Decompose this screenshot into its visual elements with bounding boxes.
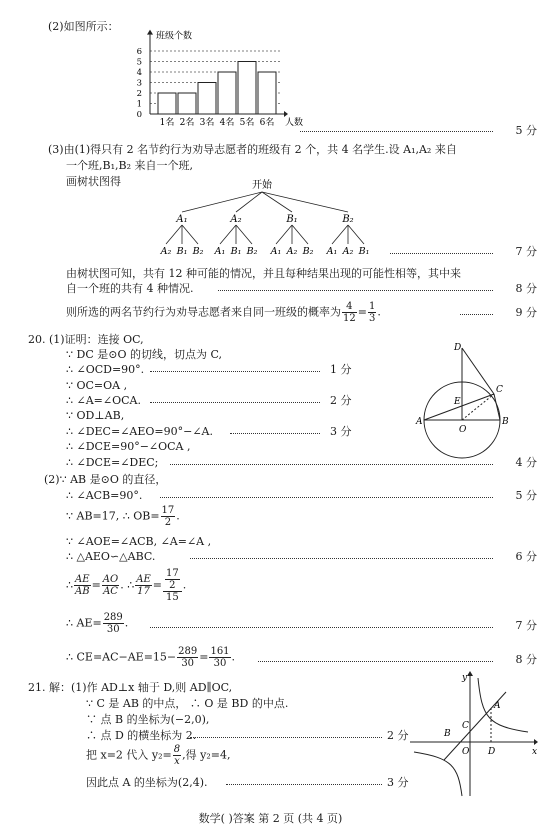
q20-p2-l2	[66, 505, 180, 528]
period: .	[231, 650, 236, 664]
y-tick-label: 4	[136, 68, 142, 78]
frac-num: 8	[173, 744, 181, 755]
fraction	[173, 744, 181, 767]
dot-leader	[460, 314, 493, 315]
frac-den: 2	[169, 580, 176, 591]
period: .	[176, 509, 180, 523]
y-tick-label: 1	[136, 99, 142, 110]
frac-den: 3	[368, 313, 376, 324]
text: ∵ AB=17, ∴ OB=	[66, 509, 160, 523]
tree-edge	[182, 225, 198, 244]
bar	[238, 62, 256, 115]
bar	[158, 93, 176, 114]
q21-s5: 3 分	[387, 776, 409, 789]
label-o: O	[462, 747, 470, 757]
equals: =	[199, 650, 209, 664]
q20-s2: 1 分	[330, 363, 352, 376]
hyperbola-figure	[408, 670, 538, 800]
fraction	[161, 505, 176, 528]
fraction	[177, 646, 198, 669]
frac-den: 30	[106, 624, 120, 635]
tree-node: A₂	[230, 214, 242, 225]
q21-l5: 因此点 A 的坐标为(2,4).	[86, 776, 208, 789]
tree-edge	[166, 225, 182, 244]
equals: =	[357, 305, 367, 319]
dot-leader	[230, 433, 320, 434]
tree-edge	[262, 192, 348, 212]
dot-leader	[190, 737, 382, 738]
label-o: O	[459, 425, 467, 435]
q20-l6: ∴ ∠DEC=∠AEO=90°−∠A.	[66, 425, 213, 438]
tree-leaf: A₁	[326, 246, 338, 257]
q20-s8: 4 分	[515, 456, 537, 469]
fraction	[103, 612, 124, 635]
label-d: D	[488, 747, 496, 757]
q20-p2-l6	[66, 612, 128, 635]
segment-oc	[462, 394, 494, 420]
tree-leaf: A₁	[270, 246, 282, 257]
q21-l1: ∵ C 是 AB 的中点， ∴ O 是 BD 的中点.	[86, 697, 289, 710]
label-b: B	[444, 729, 451, 739]
label-c: C	[496, 385, 503, 395]
q20-s4: 2 分	[330, 394, 352, 407]
y-axis-label: 班级个数	[156, 31, 193, 42]
x-tick-label: 4名	[219, 118, 235, 128]
fraction	[209, 646, 230, 669]
frac-num: 17	[165, 568, 179, 579]
bar	[258, 72, 276, 114]
q20-head: 20. (1)证明：连接 OC,	[28, 333, 144, 346]
bar	[178, 93, 196, 114]
frac-num: AE	[136, 574, 151, 585]
y-tick-label: 5	[136, 57, 142, 68]
q20-p2-l4: ∴ △AEO∽△ABC.	[66, 550, 156, 563]
y-tick-label: 0	[136, 110, 142, 120]
q20-l8: ∴ ∠DCE=∠DEC;	[66, 456, 159, 469]
text: 把 x=2 代入 y₂=	[86, 748, 172, 762]
tree-leaf: A₂	[286, 246, 298, 257]
text: ∴	[66, 578, 73, 592]
q20-p2-l1: ∴ ∠ACB=90°.	[66, 489, 143, 502]
dot-leader	[150, 371, 320, 372]
text: ∴ AE=	[66, 616, 102, 630]
x-axis-arrow	[284, 111, 288, 117]
tree-edge	[182, 192, 262, 212]
bar	[218, 72, 236, 114]
p3-line6-text: 则所选的两名节约行为劝导志愿者来自同一班级的概率为	[66, 305, 341, 319]
frac-num: 1	[368, 301, 376, 312]
x-tick-label: 1名	[159, 118, 175, 128]
frac-den: x	[174, 756, 180, 767]
dot-leader	[160, 497, 493, 498]
label-y: y	[462, 673, 468, 683]
dot-leader	[226, 784, 382, 785]
tree-node: A₁	[176, 214, 188, 225]
tree-leaf: B₂	[246, 246, 258, 257]
segment-cb	[494, 394, 500, 420]
tree-leaf: B₂	[192, 246, 204, 257]
y-axis-arrow	[147, 30, 153, 35]
tree-node: B₂	[342, 214, 354, 225]
y-tick-label: 3	[136, 78, 142, 89]
dot-leader	[258, 661, 493, 662]
segment-dc	[462, 348, 494, 394]
p3-line6	[66, 301, 381, 324]
p2-intro: (2)如图所示：	[48, 20, 119, 33]
period: .	[124, 616, 129, 630]
page-footer: 数学( )答案 第 2 页 (共 4 页)	[198, 812, 343, 825]
text: . ∴	[120, 578, 135, 592]
q20-l7: ∴ ∠DCE=90°−∠OCA ,	[66, 440, 191, 453]
tree-root: 开始	[252, 180, 272, 191]
equals: =	[152, 578, 162, 592]
q21-l2: ∵ 点 B 的坐标为(−2,0),	[86, 713, 210, 726]
tree-edge	[276, 225, 292, 244]
hyperbola-branch-1	[478, 678, 528, 732]
q20-l3: ∵ OC=OA ,	[66, 379, 128, 392]
p3-line1: (3)由(1)得只有 2 名节约行为劝导志愿者的班级有 2 个，共 4 名学生.设 A₁,A₂ 来自	[48, 143, 457, 156]
frac-den: 15	[165, 592, 179, 603]
tree-edge	[236, 225, 252, 244]
fraction	[102, 574, 119, 597]
y-tick-label: 2	[136, 89, 142, 99]
frac-num: 289	[103, 612, 123, 623]
tree-edge	[292, 225, 308, 244]
p3-line4: 由树状图可知，共有 12 种可能的情况，并且每种结果出现的可能性相等，其中来	[66, 267, 461, 280]
frac-den: AC	[103, 586, 118, 597]
q20-p2-head: (2)∵ AB 是⊙O 的直径，	[44, 473, 167, 486]
hyperbola-branch-2	[414, 752, 462, 796]
equals: =	[91, 578, 101, 592]
period: .	[182, 578, 187, 592]
fraction	[368, 301, 376, 324]
x-axis-arrow	[534, 739, 538, 745]
tree-diagram	[0, 178, 541, 268]
q21-s3: 2 分	[387, 729, 409, 742]
tree-edge	[262, 192, 292, 212]
tree-edge	[332, 225, 348, 244]
frac-den: 30	[181, 658, 195, 669]
y-axis-arrow	[467, 671, 473, 676]
q20-p2-l3: ∵ ∠AOE=∠ACB, ∠A=∠A ,	[66, 535, 212, 548]
label-d: D	[454, 343, 462, 353]
q20-p2-s4: 6 分	[515, 550, 537, 563]
dot-leader	[170, 464, 493, 465]
frac-den: AB	[75, 586, 90, 597]
score-tree: 7 分	[515, 245, 537, 258]
label-a: A	[494, 701, 501, 711]
tree-edge	[220, 225, 236, 244]
label-c: C	[462, 721, 469, 731]
frac-num: 4	[342, 301, 357, 313]
frac-num: 17	[161, 505, 175, 516]
bar	[198, 83, 216, 115]
label-b: B	[502, 417, 509, 427]
dot-leader	[150, 402, 320, 403]
x-axis-label: 人数	[285, 118, 304, 128]
frac-den: 17	[137, 586, 150, 597]
fraction	[135, 574, 152, 597]
tree-leaf: B₁	[176, 246, 188, 257]
dot-leader	[390, 253, 493, 254]
frac-num: 161	[210, 646, 230, 657]
label-a: A	[416, 417, 423, 427]
frac-num: 289	[178, 646, 198, 657]
tree-leaf: A₂	[160, 246, 172, 257]
x-tick-label: 2名	[179, 118, 195, 128]
p3-line5: 自一个班的共有 4 种情况.	[66, 282, 194, 295]
dot-leader	[190, 558, 493, 559]
frac-num	[163, 568, 182, 592]
inner-fraction	[165, 568, 180, 591]
fraction	[342, 301, 357, 324]
circle-figure	[418, 342, 518, 452]
score-p2: 5 分	[515, 124, 537, 137]
p3-line2: 一个班,B₁,B₂ 来自一个班,	[66, 159, 193, 172]
frac-den: 30	[213, 658, 227, 669]
frac-num: AO	[102, 574, 119, 585]
p3-line3: 画树状图得	[66, 175, 121, 188]
label-x: x	[532, 747, 538, 757]
tree-leaf: B₁	[358, 246, 370, 257]
q21-l4	[86, 744, 230, 767]
tree-edge	[348, 225, 364, 244]
q21-head: 21. 解：(1)作 AD⊥x 轴于 D,则 AD∥OC,	[28, 681, 233, 694]
q21-l3: ∴ 点 D 的横坐标为 2.	[86, 729, 197, 742]
text: ,得 y₂=4,	[182, 748, 231, 762]
score-p3b: 9 分	[515, 306, 537, 319]
tree-leaf: A₁	[214, 246, 226, 257]
q20-p2-l7	[66, 646, 235, 669]
compound-fraction	[163, 568, 182, 603]
q20-s6: 3 分	[330, 425, 352, 438]
frac-den: 12	[343, 313, 356, 324]
q20-p2-l5	[66, 568, 186, 603]
dot-leader	[300, 131, 493, 132]
score-p3a: 8 分	[515, 282, 537, 295]
tree-leaf: B₂	[302, 246, 314, 257]
text: ∴ CE=AC−AE=15−	[66, 650, 177, 664]
q20-l5: ∵ OD⊥AB,	[66, 409, 125, 422]
q20-p2-s6: 7 分	[515, 619, 537, 632]
q20-p2-s7: 8 分	[515, 653, 537, 666]
bar-chart	[0, 0, 541, 140]
x-tick-label: 5名	[239, 118, 255, 128]
q20-p2-s1: 5 分	[515, 489, 537, 502]
period: .	[377, 305, 381, 319]
label-e: E	[454, 397, 461, 407]
tree-node: B₁	[286, 214, 298, 225]
dot-leader	[150, 627, 493, 628]
frac-num: AE	[75, 574, 90, 585]
dot-leader	[218, 290, 493, 291]
x-tick-label: 6名	[259, 118, 275, 128]
frac-den: 2	[164, 517, 172, 528]
q20-l1: ∵ DC 是⊙O 的切线，切点为 C,	[66, 348, 222, 361]
q20-l4: ∴ ∠A=∠OCA.	[66, 394, 141, 407]
x-tick-label: 3名	[199, 118, 215, 128]
q20-l2: ∴ ∠OCD=90°.	[66, 363, 145, 376]
y-tick-label: 6	[136, 47, 142, 57]
fraction	[74, 574, 91, 597]
tree-leaf: A₂	[342, 246, 354, 257]
tree-leaf: B₁	[230, 246, 242, 257]
